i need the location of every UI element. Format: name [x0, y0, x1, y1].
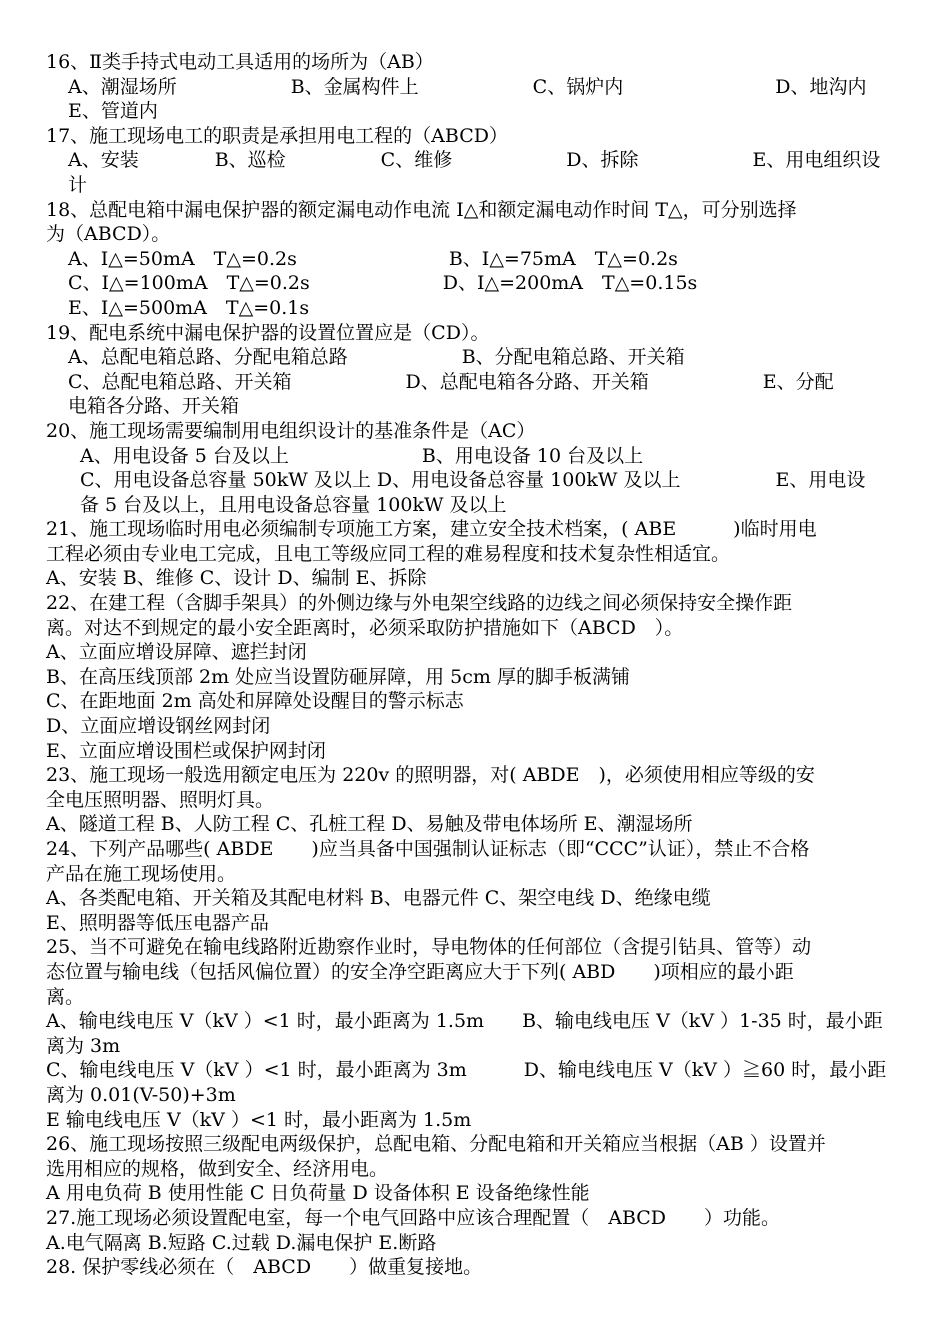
- question-22-option-e: E、立面应增设围栏或保护网封闭: [46, 739, 326, 762]
- question-20-options-cont: 备 5 台及以上，且用电设备总容量 100kW 及以上: [80, 493, 507, 516]
- question-22-option-a: A、立面应增设屏障、遮拦封闭: [46, 641, 307, 664]
- question-26-stem-cont: 选用相应的规格，做到安全、经济用电。: [46, 1157, 389, 1180]
- question-22-stem: 22、在建工程（含脚手架具）的外侧边缘与外电架空线路的边线之间必须保持安全操作距: [46, 592, 793, 615]
- question-22-option-b: B、在高压线顶部 2m 处应当设置防砸屏障，用 5cm 厚的脚手板满铺: [46, 665, 630, 688]
- question-16-options: A、潮湿场所 B、金属构件上 C、锅炉内 D、地沟内: [68, 75, 867, 98]
- question-24-options-cont: E、照明器等低压电器产品: [46, 911, 269, 934]
- question-18-stem-cont: 为（ABCD）。: [46, 223, 171, 246]
- question-24-stem: 24、下列产品哪些( ABDE )应当具备中国强制认证标志（即“CCC”认证），禁止不合格: [46, 838, 810, 860]
- question-23-stem: 23、施工现场一般选用额定电压为 220v 的照明器，对( ABDE )，必须使用相应等级的安: [46, 764, 815, 787]
- question-25-options: C、输电线电压 V（kV ）<1 时，最小距离为 3m D、输电线电压 V（kV ）≧60 时，最小距: [46, 1059, 887, 1082]
- question-22-stem-cont: 离。对达不到规定的最小安全距离时，必须采取防护措施如下（ABCD ）。: [46, 616, 684, 639]
- question-27-options: A.电气隔离 B.短路 C.过载 D.漏电保护 E.断路: [46, 1231, 437, 1254]
- question-26-options: A 用电负荷 B 使用性能 C 日负荷量 D 设备体积 E 设备绝缘性能: [46, 1182, 590, 1205]
- question-19-stem: 19、配电系统中漏电保护器的设置位置应是（CD）。: [46, 321, 490, 344]
- question-25-options-cont: 离为 3m: [46, 1034, 121, 1057]
- question-28-stem: 28. 保护零线必须在（ ABCD ）做重复接地。: [46, 1256, 483, 1279]
- question-18-options: A、I△=50mA T△=0.2s B、I△=75mA T△=0.2s: [68, 247, 678, 270]
- question-20-stem: 20、施工现场需要编制用电组织设计的基准条件是（AC）: [46, 419, 536, 442]
- question-17-stem: 17、施工现场电工的职责是承担用电工程的（ABCD）: [46, 124, 508, 147]
- question-23-options: A、隧道工程 B、人防工程 C、孔桩工程 D、易触及带电体场所 E、潮湿场所: [46, 813, 693, 836]
- question-25-stem-cont: 态位置与输电线（包括风偏位置）的安全净空距离应大于下列( ABD )项相应的最小距: [46, 960, 794, 983]
- question-25-option-e: E 输电线电压 V（kV ）<1 时，最小距离为 1.5m: [46, 1108, 472, 1131]
- document-body: [46, 50, 908, 1280]
- question-20-options: C、用电设备总容量 50kW 及以上 D、用电设备总容量 100kW 及以上 E、用电设: [80, 469, 866, 492]
- question-17-options: A、安装 B、巡检 C、维修 D、拆除 E、用电组织设: [68, 149, 881, 172]
- question-19-options: C、总配电箱总路、开关箱 D、总配电箱各分路、开关箱 E、分配: [68, 370, 834, 393]
- question-25-stem-cont: 离。: [46, 985, 85, 1008]
- question-19-options-cont: 电箱各分路、开关箱: [68, 395, 240, 418]
- question-17-options-cont: 计: [68, 173, 88, 196]
- question-23-stem-cont: 全电压照明器、照明灯具。: [46, 788, 275, 811]
- question-16-stem: 16、Ⅱ类手持式电动工具适用的场所为（AB）: [46, 51, 434, 73]
- question-25-options-cont: 离为 0.01(V-50)+3m: [46, 1083, 236, 1106]
- question-25-options: A、输电线电压 V（kV ）<1 时，最小距离为 1.5m B、输电线电压 V（kV ）1-35 时，最小距: [46, 1010, 883, 1033]
- question-20-options: A、用电设备 5 台及以上 B、用电设备 10 台及以上: [80, 444, 644, 467]
- question-16-options-cont: E、管道内: [68, 100, 158, 123]
- question-22-option-d: D、立面应增设钢丝网封闭: [46, 715, 271, 738]
- question-24-options: A、各类配电箱、开关箱及其配电材料 B、电器元件 C、架空电线 D、绝缘电缆: [46, 887, 711, 910]
- question-18-options: C、I△=100mA T△=0.2s D、I△=200mA T△=0.15s: [68, 272, 698, 295]
- question-18-options: E、I△=500mA T△=0.1s: [68, 296, 310, 319]
- question-26-stem: 26、施工现场按照三级配电两级保护，总配电箱、分配电箱和开关箱应当根据（AB ）设置并: [46, 1133, 826, 1156]
- question-18-stem: 18、总配电箱中漏电保护器的额定漏电动作电流 I△和额定漏电动作时间 T△，可分别选择: [46, 198, 797, 221]
- question-19-options: A、总配电箱总路、分配电箱总路 B、分配电箱总路、开关箱: [68, 346, 685, 369]
- question-22-option-c: C、在距地面 2m 高处和屏障处设醒目的警示标志: [46, 690, 464, 713]
- question-24-stem-cont: 产品在施工现场使用。: [46, 862, 237, 885]
- question-21-stem-cont: 工程必须由专业电工完成，且电工等级应同工程的难易程度和技术复杂性相适宜。: [46, 542, 731, 565]
- question-27-stem: 27.施工现场必须设置配电室，每一个电气回路中应该合理配置（ ABCD ）功能。: [46, 1206, 781, 1229]
- question-25-stem: 25、当不可避免在输电线路附近勘察作业时，导电物体的任何部位（含提引钻具、管等）动: [46, 936, 812, 959]
- question-21-stem: 21、施工现场临时用电必须编制专项施工方案，建立安全技术档案，( ABE )临时用电: [46, 518, 817, 541]
- question-21-options: A、安装 B、维修 C、设计 D、编制 E、拆除: [46, 567, 427, 590]
